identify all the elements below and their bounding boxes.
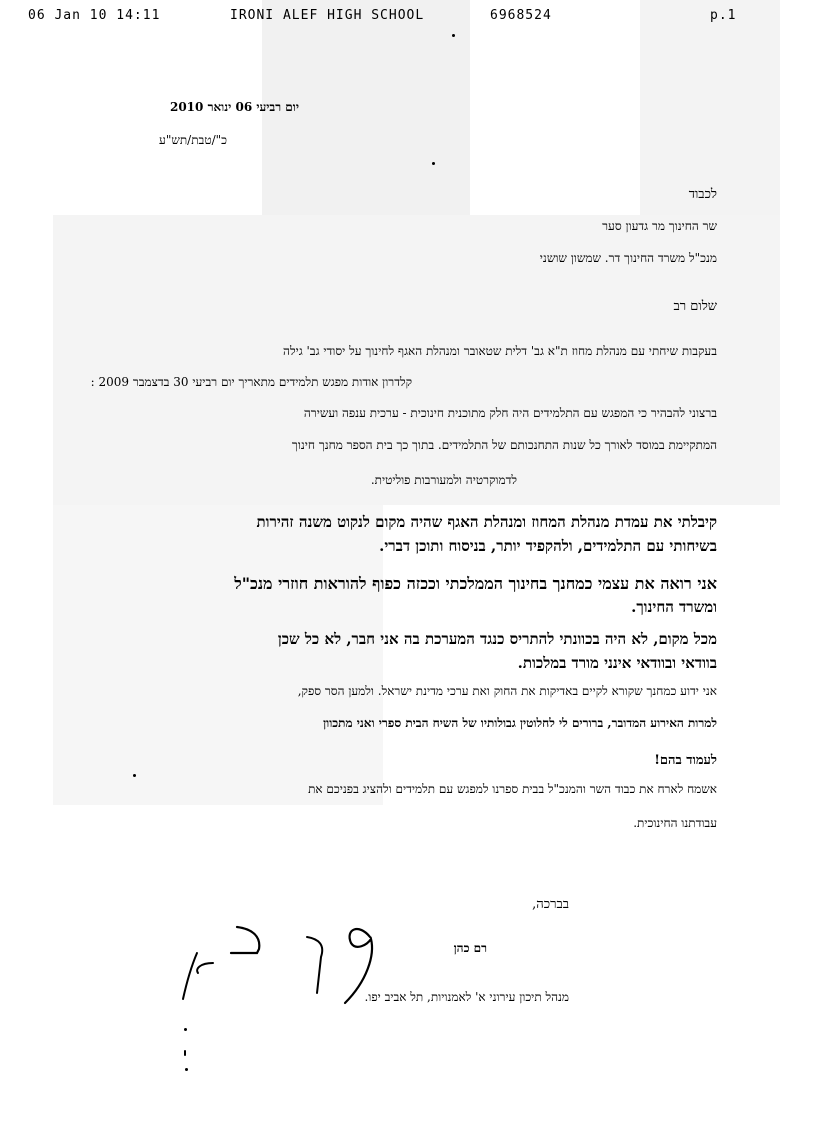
date-hebrew: כ"/טבת/תש"ע	[159, 133, 227, 147]
paragraph-line: אני ידוע כמחנך שקורא לקיים באדיקות את החוק ואת ערכי מדינת ישראל. ולמען הסר ספק,	[297, 684, 717, 698]
scan-speck	[133, 774, 136, 777]
paragraph-line: בעקבות שיחתי עם מנהלת מחוז ת"א גב' דלית שטאובר ומנהלת האגף לחינוך על יסודי גב' גילה	[283, 344, 717, 358]
date-gregorian: יום רביעי 06 ינואר 2010	[169, 100, 299, 114]
scan-shade	[53, 505, 383, 805]
closing: בברכה,	[532, 897, 569, 912]
fax-sender: IRONI ALEF HIGH SCHOOL	[230, 8, 425, 23]
paragraph-line-bold: אני רואה את עצמי כמחנך בחינוך הממלכתי וככזה כפוף להוראות חוזרי מנכ"ל	[234, 574, 717, 593]
handwritten-signature	[175, 915, 385, 1005]
paragraph-line-bold: מכל מקום, לא היה בכוונתי להתריס כנגד המערכת בה אני חבר, לא כל שכן	[277, 630, 717, 648]
paragraph-line: המתקיימת במוסד לאורך כל שנות התחנכותם של התלמידים. בתוך כך בית הספר מחנך חינוך	[291, 438, 717, 452]
scan-speck	[432, 162, 435, 165]
paragraph-line: ברצוני להבהיר כי המפגש עם התלמידים היה חלק מתוכנית חינוכית - ערכית ענפה ועשירה	[303, 406, 717, 420]
paragraph-line-bold: בשיחותי עם התלמידים, ולהקפיד יותר, בניסוח ותוכן דברי.	[379, 537, 717, 555]
scan-speck	[452, 34, 455, 37]
paragraph-line-bold: בוודאי ובוודאי אינני מורד במלכות.	[517, 654, 717, 672]
paragraph-line-bold: לעמוד בהם!	[654, 753, 717, 768]
paragraph-line: עבודתנו החינוכית.	[633, 816, 717, 830]
scan-speck	[184, 1050, 186, 1056]
salutation: לכבוד	[688, 187, 717, 202]
paragraph-line-bold: קיבלתי את עמדת מנהלת המחוז ומנהלת האגף שהיה מקום לנקוט משנה זהירות	[256, 513, 717, 531]
scan-shade	[640, 0, 780, 215]
fax-header	[28, 8, 807, 30]
scan-speck	[184, 1028, 187, 1031]
scan-speck	[185, 1068, 188, 1071]
greeting: שלום רב	[673, 299, 717, 314]
fax-page-number: p.1	[710, 8, 737, 23]
paragraph-line: למרות האירוע המדובר, ברורים לי לחלוטין גבולותיו של השיח הבית ספרי ואני מתכוון	[323, 716, 717, 730]
fax-number: 6968524	[490, 8, 552, 23]
paragraph-line: קלדרון אודות מפגש תלמידים מתאריך יום רביעי 30 בדצמבר 2009 :	[90, 375, 412, 389]
signer-name: רם כהן	[453, 941, 487, 955]
paragraph-line: לדמוקרטיה ולמעורבות פוליטית.	[370, 473, 517, 487]
recipient-minister: שר החינוך מר גדעון סער	[602, 219, 717, 233]
fax-datetime: 06 Jan 10 14:11	[28, 8, 161, 23]
recipient-director-general: מנכ"ל משרד החינוך דר. שמשון שושני	[539, 251, 717, 265]
paragraph-line: אשמח לארח את כבוד השר והמנכ"ל בבית ספרנו למפגש עם תלמידים ולהציג בפניכם את	[308, 782, 717, 796]
signer-title: מנהל תיכון עירוני א' לאמנויות, תל אביב יפו.	[364, 990, 569, 1004]
paragraph-line-bold: ומשרד החינוך.	[631, 598, 717, 616]
